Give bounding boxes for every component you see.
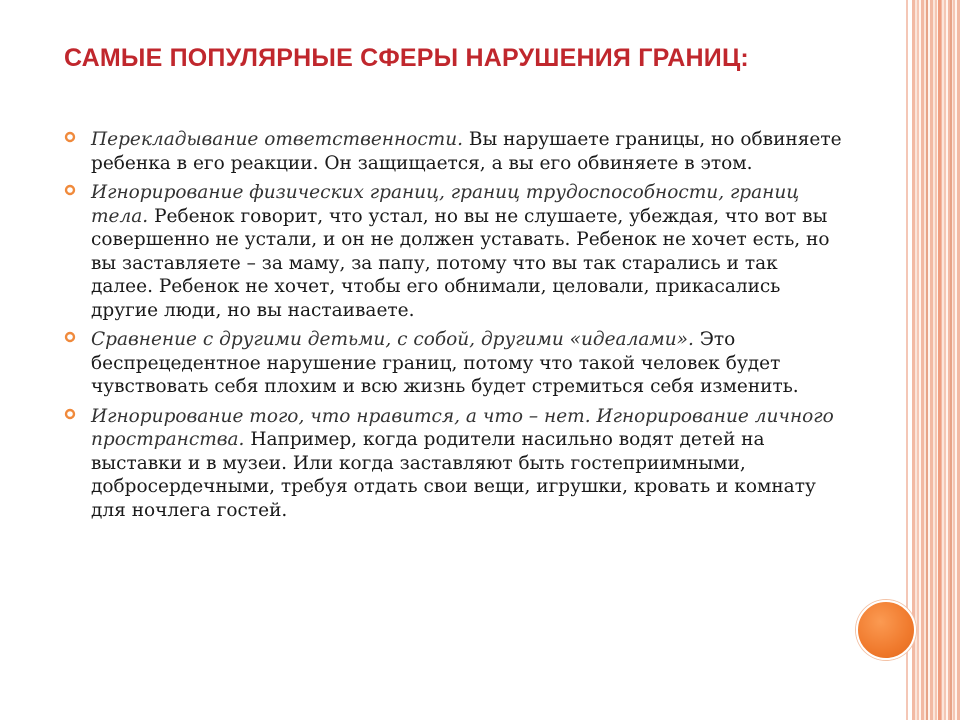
item-text: Вы нарушаете границы, но обвиняете ребенка в его реакции. Он защищается, а вы его обвиняете в этом. [91,129,842,174]
bullet-ring-icon [64,184,76,196]
item-italic: Игнорирование того, что нравится, а что – нет. Игнорирование личного пространства. [91,405,834,450]
list-item [64,128,844,175]
list-item [64,405,844,523]
decorative-circle [856,600,916,660]
list-item [64,328,844,399]
list-item [64,181,844,322]
bullet-ring-icon [64,331,76,343]
item-italic: Перекладывание ответственности. [91,129,464,150]
bullet-ring-icon [64,131,76,143]
item-italic: Сравнение с другими детьми, с собой, другими «идеалами». [91,329,694,350]
decorative-stripes [912,0,960,720]
item-text: Ребенок говорит, что устал, но вы не слушаете, убеждая, что вот вы совершенно не устали, и он не должен уставать. Ребенок не хочет есть, но вы заставляете – за маму, за папу, потому что вы так старались и так далее. Ребенок не хочет, чтобы его обнимали, целовали, прикасались другие люди, но вы настаиваете. [91,205,830,321]
bullet-ring-icon [64,408,76,420]
bullet-list [64,128,844,528]
item-text: Например, когда родители насильно водят детей на выставки и в музеи. Или когда заставляют быть гостеприимными, добросердечными, требуя отдать свои вещи, игрушки, кровать и комнату для ночлега гостей. [91,429,816,521]
item-text: Это беспрецедентное нарушение границ, потому что такой человек будет чувствовать себя плохим и всю жизнь будет стремиться себя изменить. [91,329,799,397]
slide-title: САМЫЕ ПОПУЛЯРНЫЕ СФЕРЫ НАРУШЕНИЯ ГРАНИЦ: [64,44,749,72]
item-italic: Игнорирование физических границ, границ трудоспособности, границ тела. [91,182,800,227]
